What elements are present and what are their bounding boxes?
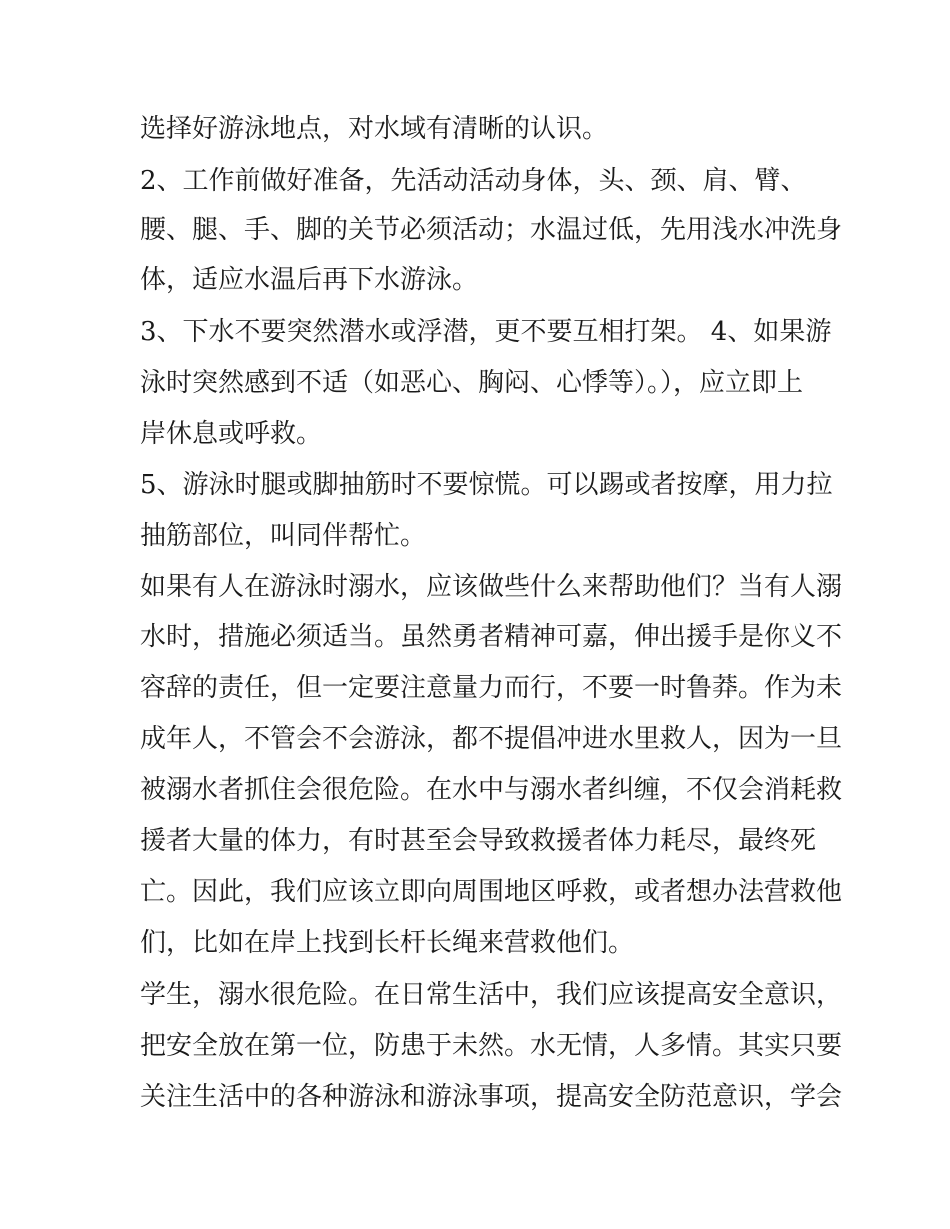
text-line: 2、工作前做好准备，先活动活动身体，头、颈、肩、臂、 bbox=[140, 166, 807, 196]
text-line: 学生，溺水很危险。在日常生活中，我们应该提高安全意识， bbox=[140, 980, 843, 1010]
text-line: 泳时突然感到不适（如恶心、胸闷、心悸等）。），应立即上 bbox=[140, 368, 804, 398]
text-line: 亡。因此，我们应该立即向周围地区呼救，或者想办法营救他 bbox=[140, 877, 843, 907]
text-line: 5、游泳时腿或脚抽筋时不要惊慌。可以踢或者按摩，用力拉 bbox=[140, 470, 833, 500]
text-line: 们，比如在岸上找到长杆长绳来营救他们。 bbox=[140, 928, 635, 958]
text-line: 成年人，不管会不会游泳，都不提倡冲进水里救人，因为一旦 bbox=[140, 724, 843, 754]
text-line: 被溺水者抓住会很危险。在水中与溺水者纠缠，不仅会消耗救 bbox=[140, 775, 843, 805]
text-line: 3、下水不要突然潜水或浮潜，更不要互相打架。 4、如果游 bbox=[140, 317, 832, 347]
text-line: 关注生活中的各种游泳和游泳事项，提高安全防范意识，学会 bbox=[140, 1082, 843, 1112]
text-line: 把安全放在第一位，防患于未然。水无情，人多情。其实只要 bbox=[140, 1031, 843, 1061]
text-line: 援者大量的体力，有时甚至会导致救援者体力耗尽，最终死 bbox=[140, 826, 817, 856]
text-line: 水时，措施必须适当。虽然勇者精神可嘉，伸出援手是你义不 bbox=[140, 622, 843, 652]
text-line: 体，适应水温后再下水游泳。 bbox=[140, 265, 479, 295]
text-line: 容辞的责任，但一定要注意量力而行，不要一时鲁莽。作为未 bbox=[140, 673, 843, 703]
text-line: 腰、腿、手、脚的关节必须活动；水温过低，先用浅水冲洗身 bbox=[140, 215, 843, 245]
text-line: 抽筋部位，叫同伴帮忙。 bbox=[140, 521, 427, 551]
text-line: 如果有人在游泳时溺水，应该做些什么来帮助他们？当有人溺 bbox=[140, 572, 843, 602]
text-line: 选择好游泳地点，对水域有清晰的认识。 bbox=[140, 114, 609, 144]
text-line: 岸休息或呼救。 bbox=[140, 419, 323, 449]
